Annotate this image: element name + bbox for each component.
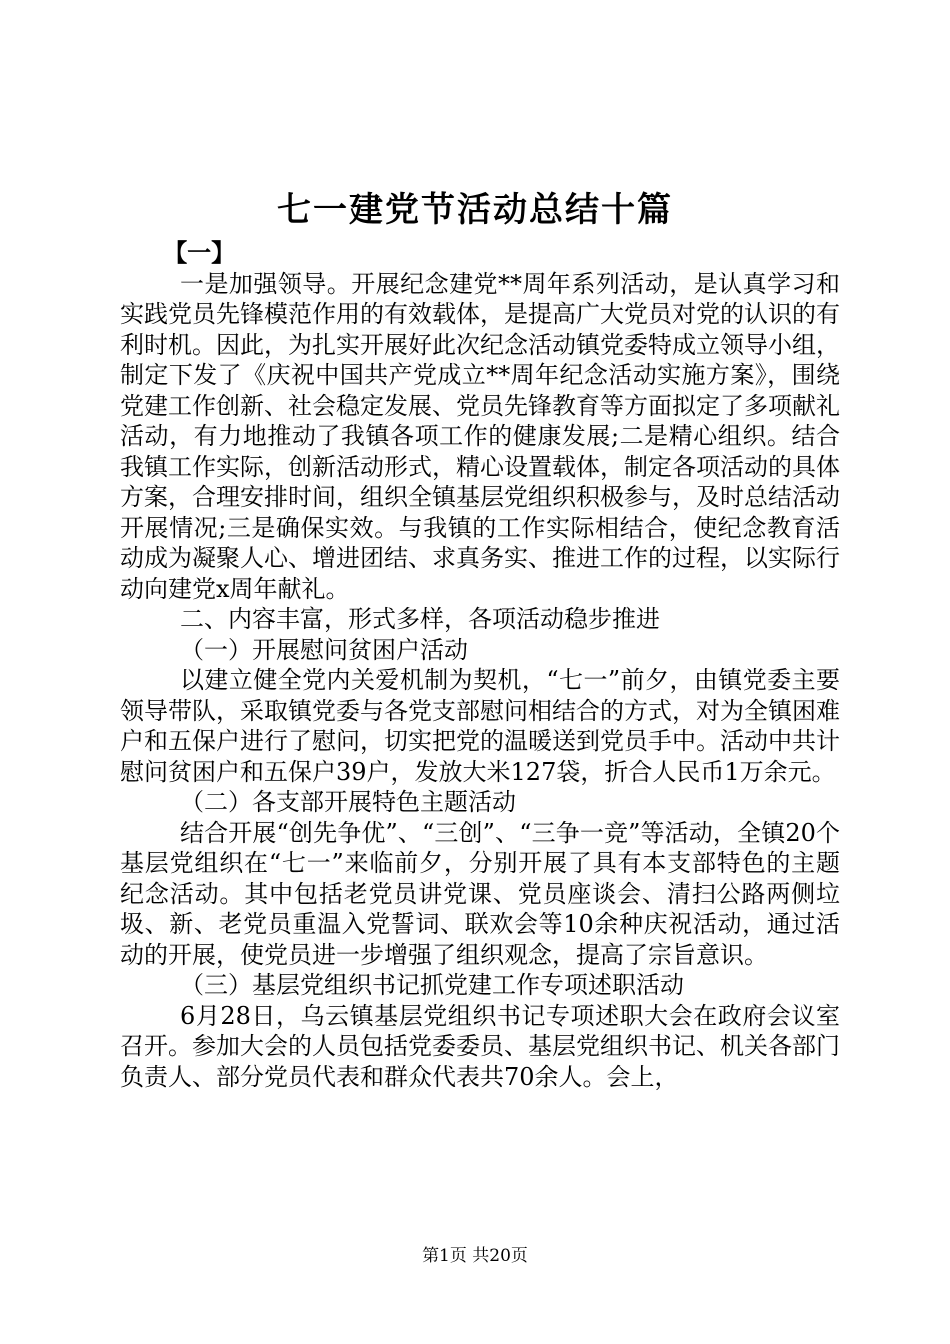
page-footer: 第1页 共20页	[422, 1246, 528, 1266]
subheading-secretary-report: （三）基层党组织书记抓党建工作专项述职活动	[180, 971, 684, 999]
document-body	[120, 238, 840, 1092]
paragraph-branch-themes: 结合开展“创先争优”、“三创”、“三争一竞”等活动，全镇20个基层党组织在“七一”来临前夕，分别开展了具有本支部特色的主题纪念活动。其中包括老党员讲党课、党员座谈会、清扫公路两侧垃圾、新、老党员重温入党誓词、联欢会等10余种庆祝活动，通过活动的开展，使党员进一步增强了组织观念，提高了宗旨意识。	[120, 818, 840, 969]
paragraph-secretary-report: 6月28日，乌云镇基层党组织书记专项述职大会在政府会议室召开。参加大会的人员包括党委委员、基层党组织书记、机关各部门负责人、部分党员代表和群众代表共70余人。会上，	[120, 1001, 840, 1091]
subheading-poverty-visits: （一）开展慰问贫困户活动	[180, 635, 468, 664]
section-marker: 【一】	[163, 238, 236, 267]
section-heading-activities: 二、内容丰富，形式多样，各项活动稳步推进	[180, 605, 660, 633]
document-title: 七一建党节活动总结十篇	[277, 190, 673, 230]
paragraph-poverty-visits: 以建立健全党内关爱机制为契机，“七一”前夕，由镇党委主要领导带队，采取镇党委与各党支部慰问相结合的方式，对为全镇困难户和五保户进行了慰问，切实把党的温暖送到党员手中。活动中共计慰问贫困户和五保户39户，发放大米127袋，折合人民币1万余元。	[120, 666, 840, 786]
subheading-branch-themes: （二）各支部开展特色主题活动	[180, 788, 516, 816]
paragraph-leadership: 一是加强领导。开展纪念建党**周年系列活动，是认真学习和实践党员先锋模范作用的有效载体，是提高广大党员对党的认识的有利时机。因此，为扎实开展好此次纪念活动镇党委特成立领导小组，制定下发了《庆祝中国共产党成立**周年纪念活动实施方案》，围绕党建工作创新、社会稳定发展、党员先锋教育等方面拟定了多项献礼活动，有力地推动了我镇各项工作的健康发展;二是精心组织。结合我镇工作实际，创新活动形式，精心设置载体，制定各项活动的具体方案，合理安排时间，组织全镇基层党组织积极参与，及时总结活动开展情况;三是确保实效。与我镇的工作实际相结合，使纪念教育活动成为凝聚人心、增进团结、求真务实、推进工作的过程，以实际行动向建党x周年献礼。	[120, 269, 840, 603]
